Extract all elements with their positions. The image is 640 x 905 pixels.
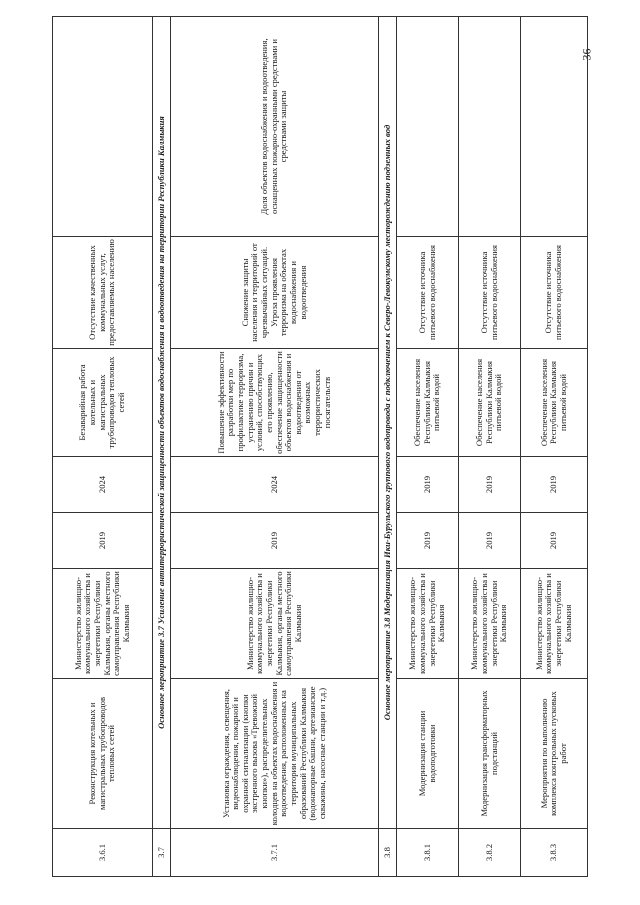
indicator [521,17,588,237]
expected-result: Безаварийная работа котельных и магистральных трубопроводов тепловых сетей [53,349,153,457]
measure-name: Установка ограждения, освещения, видеонаблюдения, пожарной и охранной сигнализации (кнопки экстренного вызова «Тревожной кнопки»), распределительных колодцев на объектах водоснабжения и водоотведения, расположенных на территории муниципальных образований Республики Калмыкия (водонапорные башни, артезианские скважины, насосные станции и т.д.) [171,679,379,829]
section-title: Основное мероприятие 3.7 Усиление антитеррористической защищенности объектов водоснабжения и водоотведения на территории Республики Калмыкия [153,17,171,829]
rotated-table-sheet [52,17,587,877]
table-row [397,17,459,877]
program-measures-table [52,16,588,877]
section-row [153,17,171,877]
section-row [379,17,397,877]
indicator: Доля объектов водоснабжения и водоотведения, оснащенных пожарно-охранными средствами и средствами защиты [171,17,379,237]
executor: Министерство жилищно-коммунального хозяйства и энергетики Республики Калмыкия [397,569,459,679]
table-row [459,17,521,877]
start-year: 2019 [397,513,459,569]
expected-result: Обеспечение населения Республики Калмыкия питьевой водой [459,349,521,457]
consequence: Отсутствие источника питьевого водоснабжения [397,237,459,349]
start-year: 2019 [171,513,379,569]
executor: Министерство жилищно-коммунального хозяйства и энергетики Республики Калмыкия [521,569,588,679]
consequence: Отсутствие источника питьевого водоснабжения [521,237,588,349]
indicator [459,17,521,237]
row-number: 3.7.1 [171,829,379,877]
expected-result: Повышение эффективности разработки мер по профилактике терроризма, устранению причин и условий, способствующих его проявлению, обеспечение защищенности объектов водоснабжения и водоотведения от возможных террористических посягательств [171,349,379,457]
consequence: Отсутствие источника питьевого водоснабжения [459,237,521,349]
executor: Министерство жилищно-коммунального хозяйства и энергетики Республики Калмыкия, органы местного самоуправления Республики Калмыкия [171,569,379,679]
start-year: 2019 [53,513,153,569]
measure-name: Реконструкция котельных и магистральных трубопроводов тепловых сетей [53,679,153,829]
indicator [53,17,153,237]
consequence: Отсутствие качественных коммунальных услут, предоставляемых населению [53,237,153,349]
measure-name: Модернизация станции водоподготовки [397,679,459,829]
section-number: 3.8 [379,829,397,877]
expected-result: Обеспечение населения Республики Калмыкия питьевой водой [397,349,459,457]
section-title: Основное мероприятие 3.8 Модернизация Ики-Бурульского группового водопровода с подключением к Северо-Левокумскому месторождению подземных вод [379,17,397,829]
consequence: Снижение защиты населения и территорий от чрезвычайных ситуаций. Угроза проявления терроризма на объектах водоснабжения и водоотведения [171,237,379,349]
measure-name: Мероприятия по выполнению комплекса контрольных пусковых работ [521,679,588,829]
end-year: 2024 [53,457,153,513]
end-year: 2019 [521,457,588,513]
executor: Министерство жилищно-коммунального хозяйства и энергетики Республики Калмыкия [459,569,521,679]
end-year: 2024 [171,457,379,513]
table-row [521,17,588,877]
indicator [397,17,459,237]
end-year: 2019 [459,457,521,513]
row-number: 3.8.3 [521,829,588,877]
end-year: 2019 [397,457,459,513]
measure-name: Модернизация трансформаторных подстанций [459,679,521,829]
start-year: 2019 [521,513,588,569]
expected-result: Обеспечение населения Республики Калмыкия питьевой водой [521,349,588,457]
section-number: 3.7 [153,829,171,877]
row-number: 3.6.1 [53,829,153,877]
row-number: 3.8.2 [459,829,521,877]
table-row [53,17,153,877]
start-year: 2019 [459,513,521,569]
executor: Министерство жилищно-коммунального хозяйства и энергетики Республики Калмыкия, органы местного самоуправления Республики Калмыкия [53,569,153,679]
row-number: 3.8.1 [397,829,459,877]
table-row [171,17,379,877]
page-number: 36 [579,48,594,61]
